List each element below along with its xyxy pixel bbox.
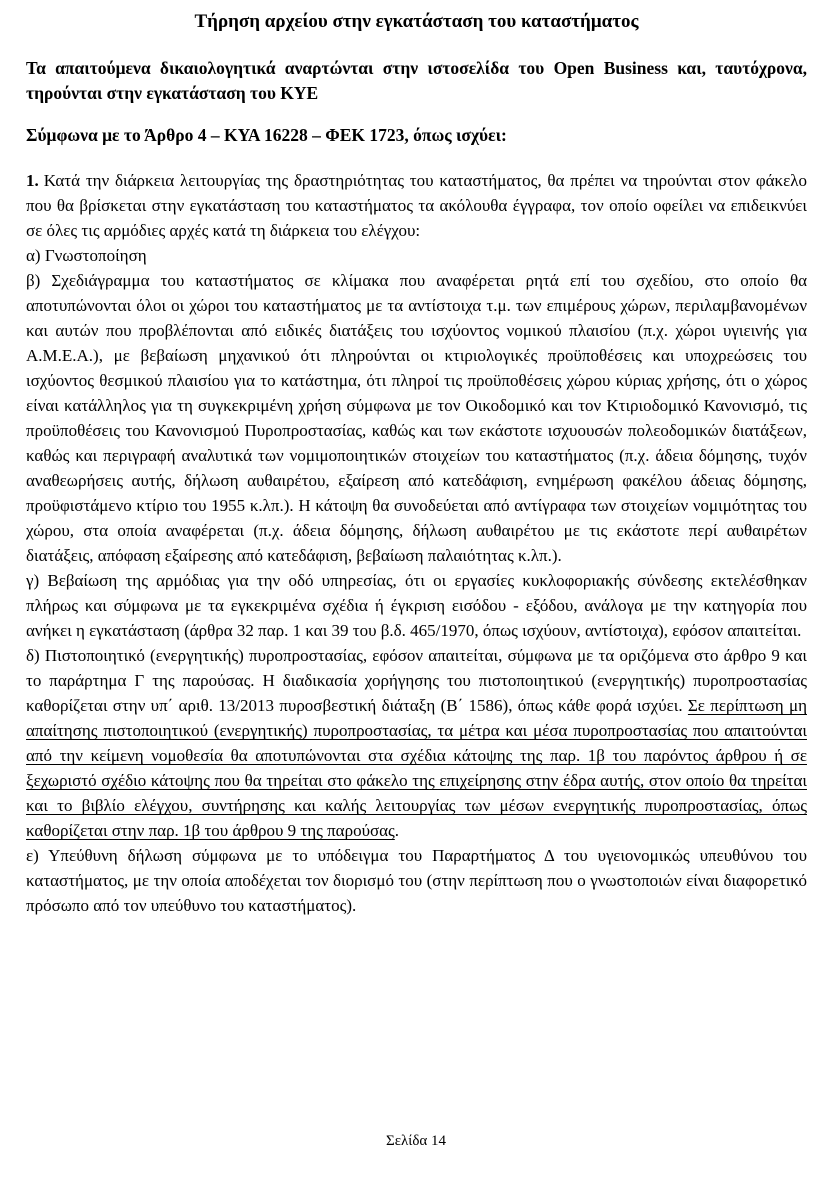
page-number-footer: Σελίδα 14 <box>385 1133 446 1149</box>
page-title: Τήρηση αρχείου στην εγκατάσταση του καταστήματος <box>194 11 639 32</box>
paragraph-1-number: 1. <box>26 171 39 190</box>
intro-paragraph: Τα απαιτούμενα δικαιολογητικά αναρτώνται στην ιστοσελίδα του Open Business και, ταυτόχρονα, τηρούνται στην εγκατάσταση του ΚΥΕ <box>26 58 807 103</box>
item-a: α) Γνωστοποίηση <box>26 246 147 265</box>
item-e: ε) Υπεύθυνη δήλωση σύμφωνα με το υπόδειγμα του Παραρτήματος Δ του υγειονομικώς υπευθύνου του καταστήματος, με την οποία αποδέχεται τον διορισμό του (στην περίπτωση που ο γνωστοποιών είναι διαφορετικό πρόσωπο από τον υπεύθυνο του καταστήματος). <box>26 846 807 915</box>
paragraph-1 <box>26 168 807 243</box>
paragraph-1-text: Κατά την διάρκεια λειτουργίας της δραστηριότητας του καταστήματος, θα πρέπει να τηρούνται στον φάκελο που θα βρίσκεται στην εγκατάσταση του καταστήματος τα ακόλουθα έγγραφα, τον οποίο οφείλει να επιδεικνύει σε όλες τις αρμόδιες αρχές κατά τη διάρκεια του ελέγχου: <box>26 171 807 240</box>
item-b: β) Σχεδιάγραμμα του καταστήματος σε κλίμακα που αναφέρεται ρητά επί του σχεδίου, στο οποίο θα αποτυπώνονται όλοι οι χώροι του καταστήματος με τα αντίστοιχα τ.μ. των επιμέρους χώρων, περιλαμβανομένων και αυτών που προβλέπονται από ειδικές διατάξεις του ισχύοντος νομικού πλαισίου (π.χ. χώροι υγιεινής για Α.Μ.Ε.Α.), με βεβαίωση μηχανικού ότι πληρούνται οι κτιριολογικές προϋποθέσεις και υποχρεώσεις του ισχύοντος θεσμικού πλαισίου για το κατάστημα, ότι πληροί τις προϋποθέσεις χώρου κύριας χρήσης, ότι ο χώρος είναι κατάλληλος για τη συγκεκριμένη χρήση σύμφωνα με τον Οικοδομικό και τον Κτιριοδομικό Κανονισμό, τις προϋποθέσεις του Κανονισμού Πυροπροστασίας, καθώς και των εκάστοτε ισχυουσών πολεοδομικών διατάξεων, καθώς και περιγραφή αναλυτικά των νομιμοποιητικών στοιχείων του καταστήματος (π.χ. άδεια δόμησης, τυχόν αναθεωρήσεις αυτής, δήλωση αυθαιρέτου, εξαίρεση από κατεδάφιση, ενημέρωση φακέλου άδειας δόμησης, προϋφιστάμενο κτίριο του 1955 κ.λπ.). Η κάτοψη θα συνοδεύεται από αντίγραφα των στοιχείων νομιμότητας του χώρου, στα οποία αναφέρεται (π.χ. άδεια δόμησης, δήλωση αυθαιρέτου με τις εκάστοτε περί αυθαιρέτων διατάξεις, απόφαση εξαίρεσης από κατεδάφιση, βεβαίωση παλαιότητας κ.λπ.). <box>26 271 807 565</box>
law-reference-heading: Σύμφωνα με το Άρθρο 4 – ΚΥΑ 16228 – ΦΕΚ 1723, όπως ισχύει: <box>26 125 507 145</box>
item-d-text: δ) Πιστοποιητικό (ενεργητικής) πυροπροστασίας, εφόσον απαιτείται, σύμφωνα με τα οριζόμενα στο άρθρο 9 και το παράρτημα Γ της παρούσας. Η διαδικασία χορήγησης του πιστοποιητικού (ενεργητικής) πυροπροστασίας καθορίζεται στην υπ΄ αριθ. 13/2013 πυροσβεστική διάταξη (Β΄ 1586), όπως κάθε φορά ισχύει. <box>26 646 807 715</box>
item-d-underlined-text: Σε περίπτωση μη απαίτησης πιστοποιητικού (ενεργητικής) πυροπροστασίας, τα μέτρα και μέσα πυροπροστασίας που απαιτούνται από την κείμενη νομοθεσία θα αποτυπώνονται στα σχέδια κάτοψης της παρ. 1β του παρόντος άρθρου ή σε ξεχωριστό σχέδιο κάτοψης που θα τηρείται στο φάκελο της επιχείρησης στην έδρα αυτής, στον οποίο θα τηρείται και το βιβλίο ελέγχου, συντήρησης και καλής λειτουργίας των μέσων ενεργητικής πυροπροστασίας, όπως καθορίζεται στην παρ. 1β του άρθρου 9 της παρούσας <box>26 696 807 840</box>
item-d-closing-period: . <box>394 821 400 840</box>
article-body <box>26 168 807 918</box>
item-d <box>26 643 807 843</box>
item-c: γ) Βεβαίωση της αρμόδιας για την οδό υπηρεσίας, ότι οι εργασίες κυκλοφοριακής σύνδεσης εκτελέσθηκαν πλήρως και σύμφωνα με τα εγκεκριμένα σχέδια ή έγκριση εισόδου - εξόδου, ανάλογα με την κατηγορία που ανήκει η εγκατάσταση (άρθρα 32 παρ. 1 και 39 του β.δ. 465/1970, όπως ισχύουν, αντίστοιχα), εφόσον απαιτείται. <box>26 571 807 640</box>
